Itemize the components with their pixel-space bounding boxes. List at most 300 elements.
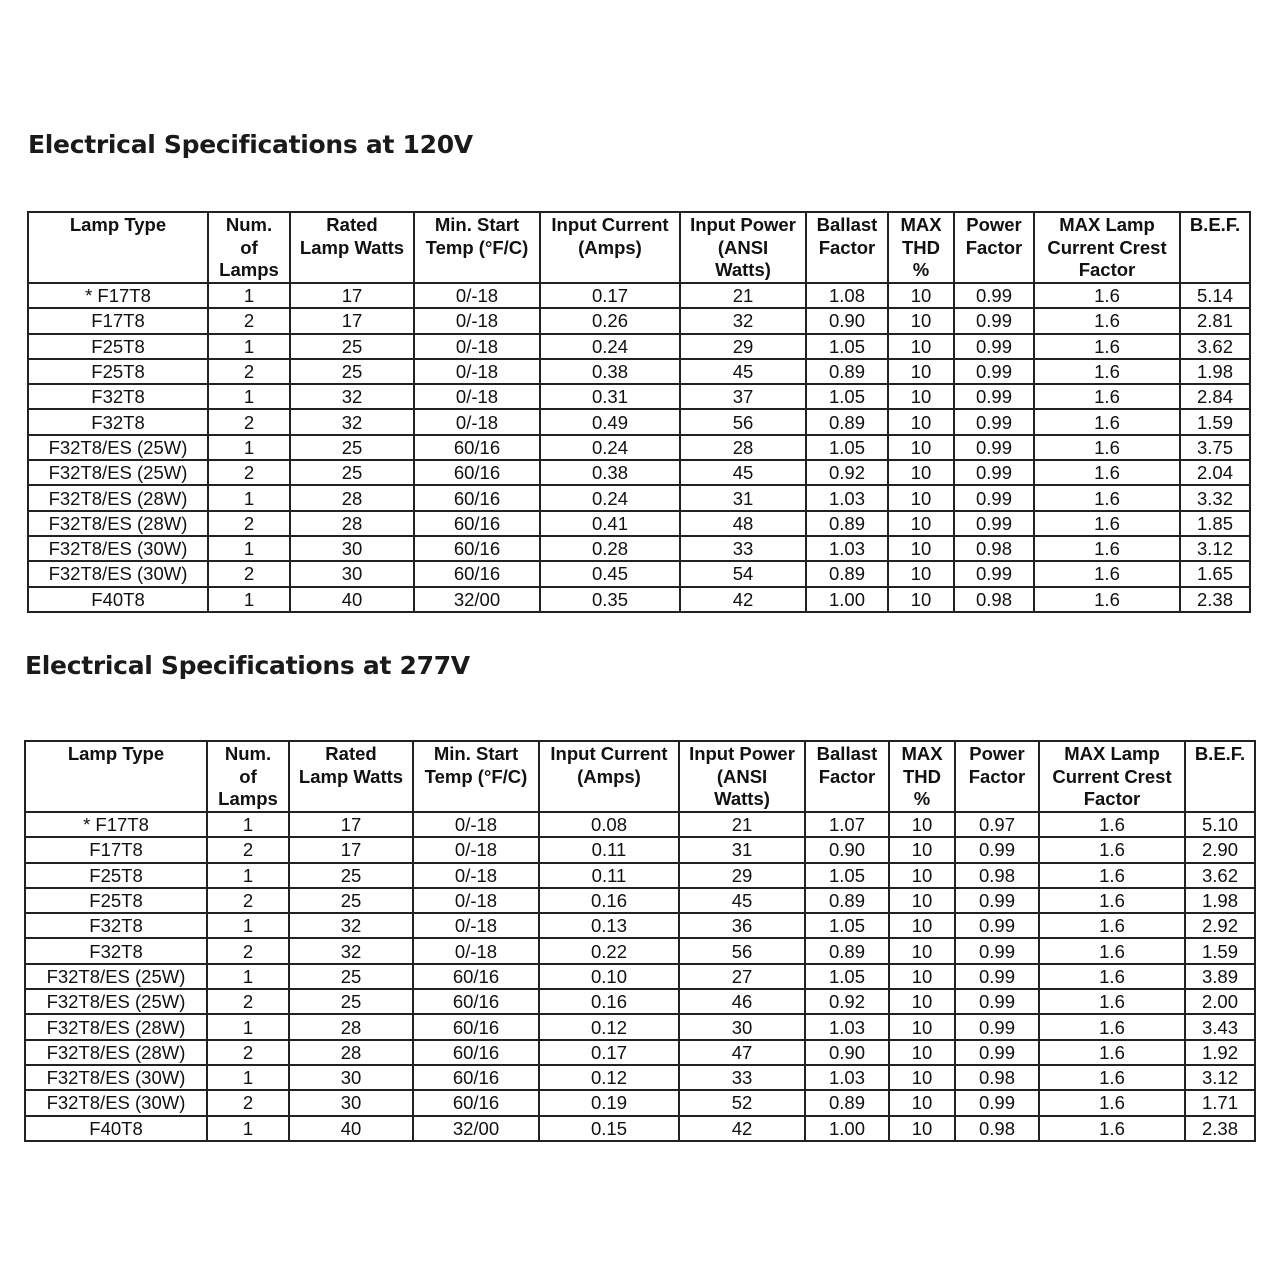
cell-min-start-temp: 0/-18 [414,359,540,384]
cell-crest-factor: 1.6 [1034,308,1180,333]
cell-crest-factor: 1.6 [1039,1116,1185,1141]
cell-min-start-temp: 0/-18 [413,837,539,862]
column-header-min-start-temp [414,212,540,283]
header-text: MAX Lamp [1059,214,1155,235]
cell-max-thd: 10 [888,460,954,485]
cell-num-lamps: 2 [208,511,290,536]
cell-input-current: 0.22 [539,938,679,963]
cell-num-lamps: 2 [208,308,290,333]
cell-input-power: 45 [680,460,806,485]
cell-bef: 1.85 [1180,511,1250,536]
cell-max-thd: 10 [889,1116,955,1141]
cell-max-thd: 10 [889,1014,955,1039]
header-text: B.E.F. [1189,214,1241,235]
cell-input-current: 0.16 [539,989,679,1014]
cell-input-current: 0.35 [540,587,680,612]
cell-crest-factor: 1.6 [1034,334,1180,359]
cell-crest-factor: 1.6 [1034,485,1180,510]
column-header-min-start-temp [413,741,539,812]
cell-bef: 2.81 [1180,308,1250,333]
column-header-num-lamps [207,741,289,812]
cell-bef: 3.12 [1180,536,1250,561]
cell-power-factor: 0.99 [955,837,1039,862]
cell-lamp-type: F32T8/ES (25W) [25,989,207,1014]
table-row [25,1090,1255,1115]
header-text: Factor [818,236,876,258]
cell-input-power: 37 [680,384,806,409]
cell-lamp-type: F40T8 [25,1116,207,1141]
table-header-row [28,212,1250,283]
table-header-row [25,741,1255,812]
cell-power-factor: 0.98 [954,536,1034,561]
column-header-lamp-type [25,741,207,812]
cell-bef: 1.59 [1185,938,1255,963]
cell-rated-watts: 32 [290,409,414,434]
header-text: Ballast [816,214,878,235]
cell-rated-watts: 28 [289,1014,413,1039]
cell-min-start-temp: 60/16 [413,964,539,989]
cell-num-lamps: 1 [207,1116,289,1141]
cell-bef: 5.10 [1185,812,1255,837]
cell-rated-watts: 25 [289,989,413,1014]
cell-lamp-type: F17T8 [25,837,207,862]
cell-max-thd: 10 [888,283,954,308]
cell-ballast-factor: 1.07 [805,812,889,837]
cell-ballast-factor: 1.03 [805,1014,889,1039]
cell-bef: 2.00 [1185,989,1255,1014]
column-header-max-thd [889,741,955,812]
cell-num-lamps: 2 [207,1090,289,1115]
column-header-max-thd [888,212,954,283]
column-header-ballast-factor [805,741,889,812]
table-row [25,1065,1255,1090]
column-header-bef [1185,741,1255,812]
cell-lamp-type: F32T8/ES (28W) [28,485,208,510]
cell-bef: 2.84 [1180,384,1250,409]
column-header-power-factor [955,741,1039,812]
header-text: Power [969,743,1025,764]
cell-input-current: 0.10 [539,964,679,989]
table-body [25,812,1255,1141]
cell-input-power: 27 [679,964,805,989]
cell-lamp-type: * F17T8 [28,283,208,308]
cell-ballast-factor: 0.92 [806,460,888,485]
cell-crest-factor: 1.6 [1034,536,1180,561]
cell-ballast-factor: 1.05 [806,435,888,460]
cell-num-lamps: 1 [207,1065,289,1090]
cell-crest-factor: 1.6 [1039,1065,1185,1090]
cell-ballast-factor: 1.03 [806,536,888,561]
cell-power-factor: 0.99 [954,359,1034,384]
header-text: (Amps) [578,236,642,258]
cell-bef: 1.71 [1185,1090,1255,1115]
cell-num-lamps: 2 [207,888,289,913]
cell-max-thd: 10 [889,837,955,862]
cell-crest-factor: 1.6 [1034,561,1180,586]
cell-input-power: 46 [679,989,805,1014]
cell-power-factor: 0.99 [955,1090,1039,1115]
cell-min-start-temp: 60/16 [413,1065,539,1090]
cell-bef: 1.92 [1185,1040,1255,1065]
cell-rated-watts: 17 [290,283,414,308]
cell-input-current: 0.15 [539,1116,679,1141]
table-row [28,435,1250,460]
cell-crest-factor: 1.6 [1039,888,1185,913]
table-row [28,359,1250,384]
cell-max-thd: 10 [889,888,955,913]
cell-lamp-type: F32T8/ES (30W) [28,561,208,586]
column-header-input-power [680,212,806,283]
cell-rated-watts: 32 [289,913,413,938]
column-header-power-factor [954,212,1034,283]
cell-rated-watts: 28 [290,511,414,536]
table-row [25,1014,1255,1039]
cell-input-current: 0.31 [540,384,680,409]
cell-min-start-temp: 0/-18 [414,409,540,434]
table-row [25,964,1255,989]
table-row [25,913,1255,938]
cell-max-thd: 10 [888,561,954,586]
cell-min-start-temp: 0/-18 [413,888,539,913]
cell-power-factor: 0.99 [954,283,1034,308]
column-header-lamp-type [28,212,208,283]
cell-bef: 2.90 [1185,837,1255,862]
cell-bef: 2.04 [1180,460,1250,485]
cell-rated-watts: 32 [289,938,413,963]
header-text: Factor [1078,259,1136,280]
header-text: Lamp Watts [298,765,404,787]
cell-ballast-factor: 0.89 [806,359,888,384]
cell-min-start-temp: 60/16 [414,435,540,460]
column-header-input-power [679,741,805,812]
cell-power-factor: 0.99 [955,938,1039,963]
cell-input-current: 0.38 [540,359,680,384]
cell-num-lamps: 2 [207,837,289,862]
column-header-crest-factor [1039,741,1185,812]
cell-bef: 3.43 [1185,1014,1255,1039]
cell-lamp-type: F32T8/ES (25W) [25,964,207,989]
cell-rated-watts: 25 [289,888,413,913]
cell-max-thd: 10 [888,409,954,434]
cell-num-lamps: 1 [207,913,289,938]
cell-lamp-type: F32T8/ES (28W) [28,511,208,536]
column-header-num-lamps [208,212,290,283]
cell-num-lamps: 2 [207,989,289,1014]
cell-input-power: 56 [679,938,805,963]
header-text: Input Power [689,743,795,764]
cell-min-start-temp: 60/16 [413,1040,539,1065]
cell-crest-factor: 1.6 [1039,812,1185,837]
cell-input-current: 0.13 [539,913,679,938]
cell-power-factor: 0.99 [954,435,1034,460]
header-text: Num. [224,743,272,764]
cell-input-power: 29 [679,863,805,888]
cell-input-power: 45 [679,888,805,913]
header-text: MAX [900,214,942,235]
cell-input-current: 0.24 [540,334,680,359]
cell-lamp-type: F32T8 [28,384,208,409]
cell-input-current: 0.41 [540,511,680,536]
cell-power-factor: 0.99 [955,964,1039,989]
cell-lamp-type: F32T8/ES (28W) [25,1014,207,1039]
table-row [28,409,1250,434]
cell-ballast-factor: 1.03 [806,485,888,510]
cell-bef: 3.75 [1180,435,1250,460]
cell-input-current: 0.24 [540,485,680,510]
cell-min-start-temp: 0/-18 [414,283,540,308]
cell-rated-watts: 25 [290,460,414,485]
cell-input-power: 45 [680,359,806,384]
cell-input-power: 52 [679,1090,805,1115]
header-text: Lamps [219,259,279,280]
column-header-input-current [539,741,679,812]
cell-min-start-temp: 32/00 [413,1116,539,1141]
cell-bef: 3.62 [1185,863,1255,888]
cell-num-lamps: 2 [207,938,289,963]
header-text: of [240,236,258,258]
cell-input-power: 31 [679,837,805,862]
cell-crest-factor: 1.6 [1034,283,1180,308]
cell-crest-factor: 1.6 [1039,1040,1185,1065]
cell-max-thd: 10 [888,485,954,510]
cell-input-current: 0.16 [539,888,679,913]
table-row [25,1040,1255,1065]
cell-max-thd: 10 [889,989,955,1014]
header-text: Temp (°F/C) [424,765,528,787]
header-text: Ballast [816,743,878,764]
cell-lamp-type: F32T8/ES (25W) [28,435,208,460]
header-text: Rated [326,214,378,235]
cell-ballast-factor: 0.89 [805,888,889,913]
header-text: Lamps [218,788,278,809]
cell-lamp-type: F32T8/ES (30W) [25,1090,207,1115]
cell-lamp-type: F40T8 [28,587,208,612]
cell-bef: 3.32 [1180,485,1250,510]
column-header-rated-watts [290,212,414,283]
cell-crest-factor: 1.6 [1039,989,1185,1014]
table-row [25,938,1255,963]
cell-rated-watts: 30 [289,1090,413,1115]
header-text: Current Crest [1047,236,1167,258]
table-row [25,863,1255,888]
cell-ballast-factor: 1.05 [805,863,889,888]
cell-min-start-temp: 0/-18 [414,308,540,333]
column-header-bef [1180,212,1250,283]
header-text: THD [902,765,942,787]
cell-crest-factor: 1.6 [1039,837,1185,862]
cell-rated-watts: 30 [290,561,414,586]
cell-lamp-type: F25T8 [25,863,207,888]
cell-power-factor: 0.99 [954,511,1034,536]
cell-num-lamps: 1 [208,536,290,561]
cell-max-thd: 10 [888,334,954,359]
cell-bef: 1.98 [1180,359,1250,384]
cell-input-current: 0.17 [540,283,680,308]
cell-input-power: 30 [679,1014,805,1039]
header-text: Current Crest [1052,765,1172,787]
cell-rated-watts: 25 [290,359,414,384]
cell-input-power: 32 [680,308,806,333]
header-text: Num. [225,214,273,235]
cell-crest-factor: 1.6 [1034,384,1180,409]
table-row [28,384,1250,409]
cell-crest-factor: 1.6 [1034,435,1180,460]
cell-input-power: 28 [680,435,806,460]
cell-num-lamps: 1 [208,587,290,612]
cell-input-current: 0.12 [539,1065,679,1090]
cell-max-thd: 10 [889,964,955,989]
cell-input-current: 0.08 [539,812,679,837]
table-row [28,536,1250,561]
cell-input-current: 0.19 [539,1090,679,1115]
cell-min-start-temp: 0/-18 [413,938,539,963]
cell-power-factor: 0.99 [955,888,1039,913]
header-text: % [913,788,931,809]
header-text: Lamp Watts [299,236,405,258]
cell-lamp-type: F25T8 [25,888,207,913]
cell-input-power: 33 [679,1065,805,1090]
cell-crest-factor: 1.6 [1034,587,1180,612]
table-row [28,485,1250,510]
table-row [25,888,1255,913]
cell-max-thd: 10 [889,812,955,837]
header-text: Factor [818,765,876,787]
header-text: Factor [968,765,1026,787]
cell-min-start-temp: 60/16 [413,989,539,1014]
cell-input-power: 47 [679,1040,805,1065]
cell-input-power: 29 [680,334,806,359]
header-text: (ANSI [717,236,769,258]
cell-min-start-temp: 60/16 [414,485,540,510]
cell-input-current: 0.49 [540,409,680,434]
cell-num-lamps: 1 [208,334,290,359]
cell-power-factor: 0.99 [954,384,1034,409]
cell-rated-watts: 25 [290,334,414,359]
cell-crest-factor: 1.6 [1034,511,1180,536]
cell-power-factor: 0.98 [955,1065,1039,1090]
cell-lamp-type: F32T8/ES (28W) [25,1040,207,1065]
cell-ballast-factor: 0.89 [806,561,888,586]
cell-rated-watts: 28 [289,1040,413,1065]
cell-min-start-temp: 0/-18 [413,913,539,938]
cell-power-factor: 0.99 [955,913,1039,938]
cell-ballast-factor: 0.90 [805,837,889,862]
cell-input-current: 0.26 [540,308,680,333]
cell-rated-watts: 17 [289,837,413,862]
cell-lamp-type: F32T8 [28,409,208,434]
cell-min-start-temp: 60/16 [414,536,540,561]
cell-power-factor: 0.99 [954,334,1034,359]
cell-ballast-factor: 0.92 [805,989,889,1014]
cell-ballast-factor: 0.89 [805,1090,889,1115]
cell-min-start-temp: 60/16 [413,1014,539,1039]
cell-input-current: 0.12 [539,1014,679,1039]
cell-input-power: 33 [680,536,806,561]
cell-rated-watts: 25 [289,964,413,989]
cell-num-lamps: 1 [208,384,290,409]
cell-max-thd: 10 [889,913,955,938]
header-text: Min. Start [433,743,519,764]
cell-power-factor: 0.99 [954,561,1034,586]
cell-rated-watts: 28 [290,485,414,510]
cell-max-thd: 10 [888,308,954,333]
cell-min-start-temp: 60/16 [414,511,540,536]
header-text: Input Current [551,214,669,235]
cell-crest-factor: 1.6 [1034,460,1180,485]
cell-power-factor: 0.99 [954,409,1034,434]
table-row [25,837,1255,862]
cell-min-start-temp: 0/-18 [414,384,540,409]
header-text: MAX [901,743,943,764]
cell-num-lamps: 1 [207,964,289,989]
cell-crest-factor: 1.6 [1039,863,1185,888]
cell-power-factor: 0.99 [954,460,1034,485]
cell-max-thd: 10 [888,384,954,409]
cell-min-start-temp: 60/16 [414,460,540,485]
cell-power-factor: 0.98 [954,587,1034,612]
cell-ballast-factor: 0.90 [805,1040,889,1065]
header-text: Lamp Type [69,214,167,235]
cell-ballast-factor: 1.05 [805,913,889,938]
cell-min-start-temp: 0/-18 [414,334,540,359]
cell-bef: 2.38 [1180,587,1250,612]
table-row [28,561,1250,586]
cell-input-power: 21 [679,812,805,837]
cell-max-thd: 10 [888,536,954,561]
header-text: Lamp Type [67,743,165,764]
cell-bef: 3.62 [1180,334,1250,359]
table-row [28,460,1250,485]
cell-num-lamps: 1 [208,283,290,308]
cell-ballast-factor: 1.08 [806,283,888,308]
cell-min-start-temp: 0/-18 [413,863,539,888]
header-text: THD [901,236,941,258]
table-row [28,334,1250,359]
table-row [25,812,1255,837]
header-text: Min. Start [434,214,520,235]
header-text: Watts) [714,788,770,809]
header-text: Watts) [715,259,771,280]
table-row [28,283,1250,308]
table-row [25,989,1255,1014]
cell-input-power: 54 [680,561,806,586]
cell-num-lamps: 2 [208,359,290,384]
cell-power-factor: 0.99 [955,1040,1039,1065]
cell-ballast-factor: 1.00 [806,587,888,612]
header-text: % [912,259,930,280]
cell-bef: 1.59 [1180,409,1250,434]
cell-num-lamps: 2 [207,1040,289,1065]
cell-num-lamps: 1 [207,1014,289,1039]
cell-min-start-temp: 32/00 [414,587,540,612]
header-text: B.E.F. [1194,743,1246,764]
cell-num-lamps: 1 [208,485,290,510]
header-text: (Amps) [577,765,641,787]
cell-bef: 5.14 [1180,283,1250,308]
cell-rated-watts: 17 [289,812,413,837]
cell-min-start-temp: 60/16 [413,1090,539,1115]
header-text: Rated [325,743,377,764]
cell-min-start-temp: 0/-18 [413,812,539,837]
cell-bef: 2.38 [1185,1116,1255,1141]
table-row [28,308,1250,333]
cell-rated-watts: 25 [289,863,413,888]
cell-crest-factor: 1.6 [1039,1090,1185,1115]
header-text: Factor [965,236,1023,258]
cell-ballast-factor: 1.03 [805,1065,889,1090]
cell-rated-watts: 40 [290,587,414,612]
cell-power-factor: 0.99 [954,485,1034,510]
